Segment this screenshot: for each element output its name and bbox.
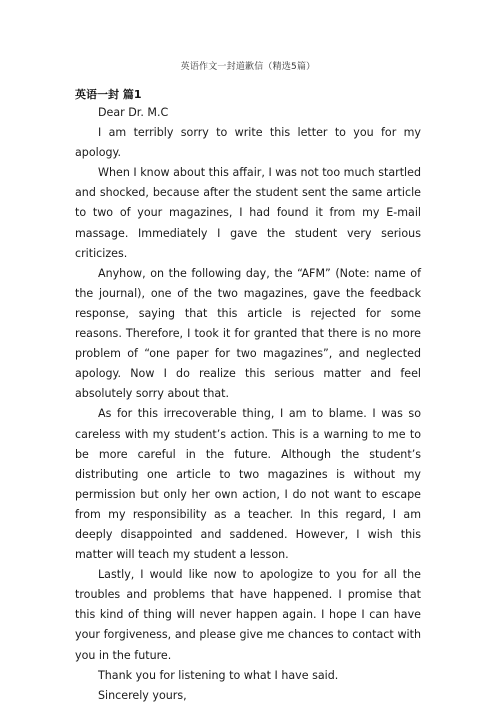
paragraph-opening: I am terribly sorry to write this letter to you for my apology.	[75, 126, 421, 160]
paragraph-feedback: Anyhow, on the following day, the “AFM” (Note: name of the journal), one of the two magazines, gave the feedback response, saying that this article is rejected for some reasons. Therefore, I took it for granted that there is no more problem of “one paper for two magazines”, and neglected apology. Now I do realize this serious matter and feel absolutely sorry about that.	[75, 266, 421, 401]
paragraph-apology: Lastly, I would like now to apologize to you for all the troubles and problems that have happened. I promise that this kind of thing will never happen again. I hope I can have your forgiveness, and please give me chances to contact with you in the future.	[75, 568, 421, 662]
letter-body	[75, 103, 421, 706]
paragraph-responsibility: As for this irrecoverable thing, I am to blame. I was so careless with my student’s action. This is a warning to me to be more careful in the future. Although the student’s distributing one article to two magazines is without my permission but only her own action, I do not want to escape from my responsibility as a teacher. In this regard, I am deeply disappointed and saddened. However, I wish this matter will teach my student a lesson.	[75, 407, 421, 562]
page-header: 英语作文一封道歉信（精选5篇）	[180, 62, 316, 72]
closing: Sincerely yours,	[98, 688, 187, 702]
section-title: 英语一封 篇1	[75, 88, 142, 101]
salutation: Dear Dr. M.C	[98, 106, 169, 119]
paragraph-thanks: Thank you for listening to what I have said.	[98, 668, 339, 682]
paragraph-discovery: When I know about this affair, I was not too much startled and shocked, because after the student sent the same article to two of your magazines, I had found it from my E-mail massage. Immediately I gave the student very serious criticizes.	[75, 166, 421, 260]
